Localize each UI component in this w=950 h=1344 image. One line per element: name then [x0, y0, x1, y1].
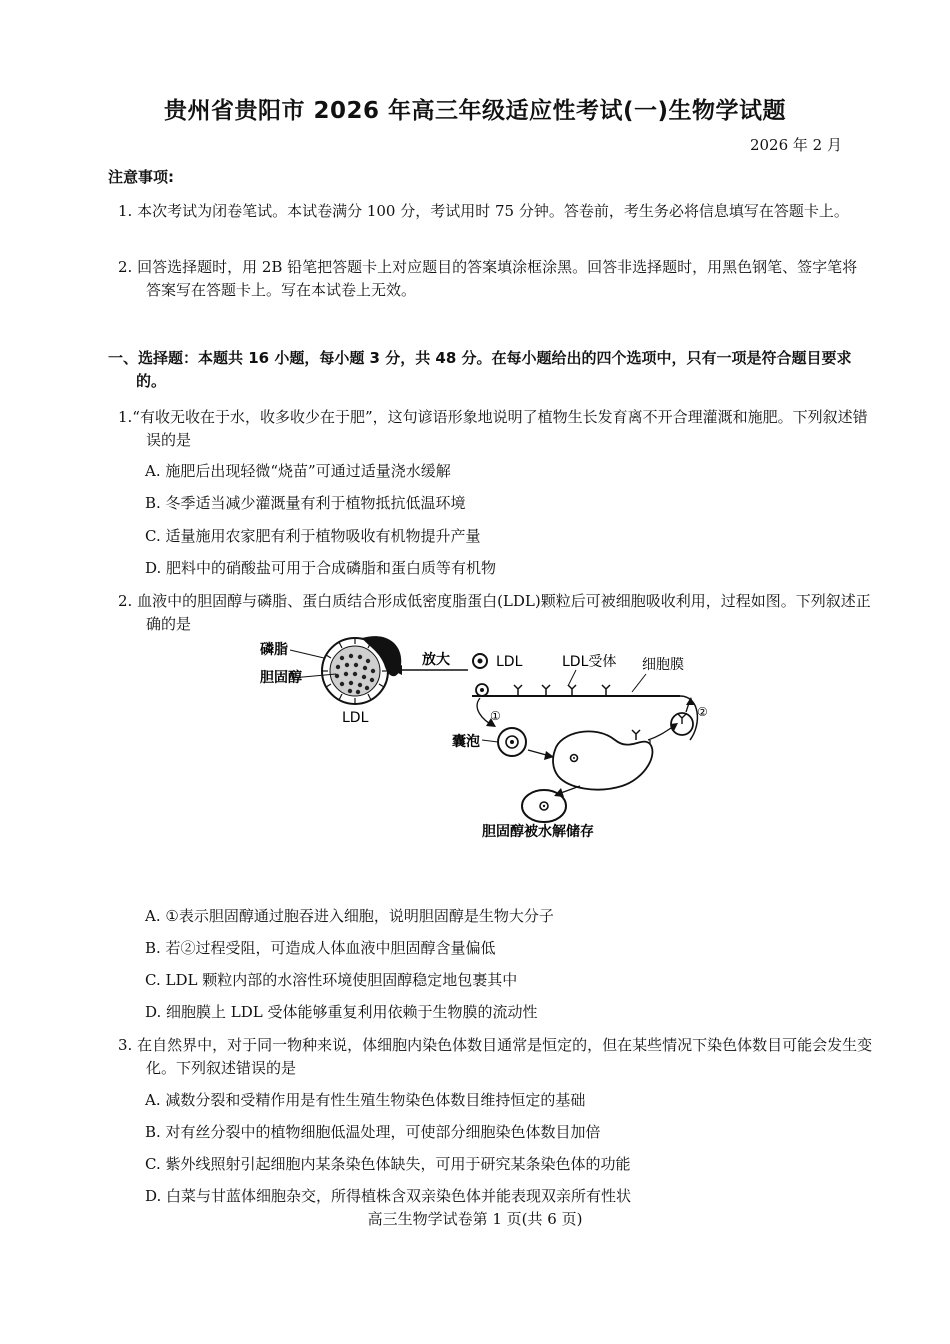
label-ldl-receptor: LDL受体	[562, 654, 617, 670]
label-hydrolysis: 胆固醇被水解储存	[482, 824, 594, 840]
question-1-option-d: D. 肥料中的硝酸盐可用于合成磷脂和蛋白质等有机物	[145, 559, 497, 577]
notice-item-2: 2. 回答选择题时，用 2B 铅笔把答题卡上对应题目的答案填涂框涂黑。回答非选择题时，用黑色钢笔、签字笔将答案写在答题卡上。写在本试卷上无效。	[118, 258, 858, 299]
ldl-particle-drawing	[290, 636, 401, 704]
question-3-option-a: A. 减数分裂和受精作用是有性生殖生物染色体数目维持恒定的基础	[145, 1091, 586, 1109]
question-2-option-c: C. LDL 颗粒内部的水溶性环境使胆固醇稳定地包裹其中	[145, 971, 518, 989]
question-1-stem: 1.“有收无收在于水，收多收少在于肥”，这句谚语形象地说明了植物生长发育离不开合理灌溉和施肥。下列叙述错误的是	[118, 408, 868, 449]
question-2-stem: 2. 血液中的胆固醇与磷脂、蛋白质结合形成低密度脂蛋白(LDL)颗粒后可被细胞吸收利用，过程如图。下列叙述正确的是	[118, 592, 871, 633]
label-vesicle: 囊泡	[452, 734, 480, 750]
question-2-option-b: B. 若②过程受阻，可造成人体血液中胆固醇含量偏低	[145, 939, 496, 957]
lysosome-drawing	[522, 790, 566, 822]
exam-date: 2026 年 2 月	[749, 136, 842, 154]
question-3-stem: 3. 在自然界中，对于同一物种来说，体细胞内染色体数目通常是恒定的，但在某些情况下染色体数目可能会发生变化。下列叙述错误的是	[118, 1036, 873, 1077]
question-3-option-b: B. 对有丝分裂中的植物细胞低温处理，可使部分细胞染色体数目加倍	[145, 1123, 601, 1141]
label-cell-membrane: 细胞膜	[642, 657, 684, 673]
question-3-option-c: C. 紫外线照射引起细胞内某条染色体缺失，可用于研究某条染色体的功能	[145, 1155, 631, 1173]
label-step1: ①	[490, 709, 501, 723]
notice-item-1: 1. 本次考试为闭卷笔试。本试卷满分 100 分，考试用时 75 分钟。答卷前，考生务必将信息填写在答题卡上。	[118, 202, 849, 220]
question-1-option-b: B. 冬季适当减少灌溉量有利于植物抵抗低温环境	[145, 494, 466, 512]
label-step2: ②	[697, 705, 708, 719]
label-cholesterol: 胆固醇	[260, 670, 302, 686]
question-1-option-c: C. 适量施用农家肥有利于植物吸收有机物提升产量	[145, 527, 481, 545]
section1-heading: 一、选择题：本题共 16 小题，每小题 3 分，共 48 分。在每小题给出的四个选项中，只有一项是符合题目要求的。	[108, 349, 852, 390]
label-phospholipid: 磷脂	[260, 642, 288, 658]
exam-title: 贵州省贵阳市 2026 年高三年级适应性考试(一)生物学试题	[163, 98, 787, 124]
ldl-uptake-figure	[250, 628, 710, 848]
label-magnify: 放大	[422, 652, 450, 668]
notice-heading: 注意事项:	[108, 168, 174, 186]
question-2-option-a: A. ①表示胆固醇通过胞吞进入细胞，说明胆固醇是生物大分子	[145, 907, 554, 925]
label-ldl: LDL	[496, 654, 523, 670]
question-2-option-d: D. 细胞膜上 LDL 受体能够重复利用依赖于生物膜的流动性	[145, 1003, 538, 1021]
page-footer: 高三生物学试卷第 1 页(共 6 页)	[367, 1210, 583, 1228]
vesicle-drawing	[498, 728, 526, 756]
label-ldl-particle: LDL	[342, 710, 369, 726]
endosome-drawing	[553, 730, 652, 790]
ldl-symbol	[473, 654, 487, 668]
question-1-option-a: A. 施肥后出现轻微“烧苗”可通过适量浇水缓解	[145, 462, 451, 480]
question-3-option-d: D. 白菜与甘蓝体细胞杂交，所得植株含双亲染色体并能表现双亲所有性状	[145, 1187, 632, 1205]
